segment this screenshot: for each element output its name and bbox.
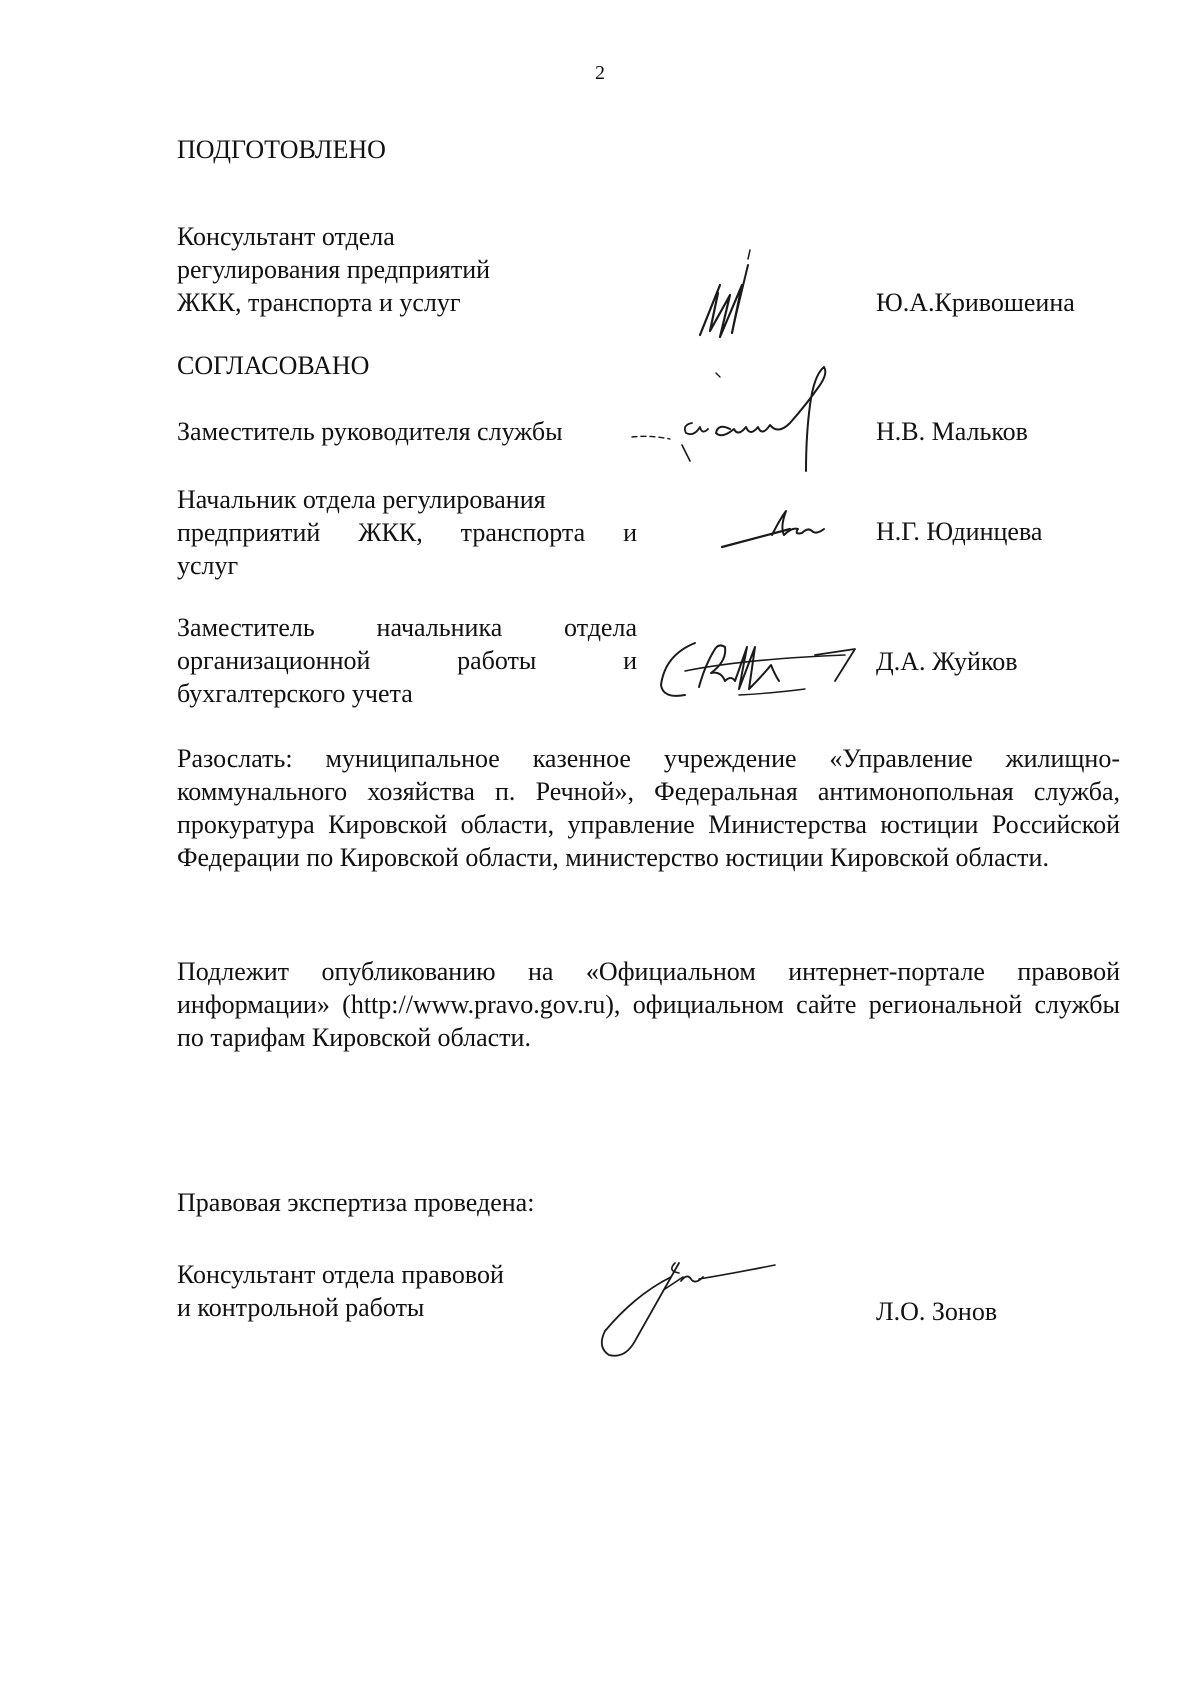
prepared-position-line: Консультант отдела: [177, 222, 395, 251]
page-number: 2: [595, 62, 605, 84]
distribution-paragraph: Разослать: муниципальное казенное учреждение «Управление жилищно-коммунального хозяйства п. Речной», Федеральная антимонопольная служба, прокуратура Кировской области, управление Министерства юстиции Российской Федерации по Кировской области, министерство юстиции Кировской области.: [177, 744, 1120, 872]
signer-2-position-line: предприятий ЖКК, транспорта и: [177, 518, 637, 547]
signature-malkov: [630, 365, 890, 475]
prepared-position-line: ЖКК, транспорта и услуг: [177, 288, 461, 317]
signer-1-name: Н.В. Мальков: [876, 417, 1028, 446]
prepared-position-line: регулирования предприятий: [177, 255, 491, 284]
legal-review-position-line: и контрольной работы: [177, 1293, 425, 1322]
signature-zonov: [595, 1255, 785, 1365]
publication-paragraph: Подлежит опубликованию на «Официальном интернет-портале правовой информации» (http://www.pravo.gov.ru), официальном сайте региональной службы по тарифам Кировской области.: [177, 957, 1120, 1052]
prepared-heading: ПОДГОТОВЛЕНО: [177, 135, 386, 164]
prepared-position: [177, 220, 490, 319]
signer-3-position-line: бухгалтерского учета: [177, 679, 413, 708]
legal-review-name: Л.О. Зонов: [876, 1297, 998, 1326]
agreed-heading: СОГЛАСОВАНО: [177, 351, 370, 380]
legal-review-position-line: Консультант отдела правовой: [177, 1260, 504, 1289]
signer-2-position: [177, 483, 637, 582]
signer-3-position-line: организационной работы и: [177, 646, 637, 675]
signer-3-position: [177, 611, 637, 710]
signer-2-name: Н.Г. Юдинцева: [876, 517, 1043, 546]
signer-2-position-line: услуг: [177, 551, 239, 580]
signature-yudintseva: [720, 505, 840, 555]
prepared-name: Ю.А.Кривошеина: [876, 288, 1075, 317]
signer-3-name: Д.А. Жуйков: [876, 647, 1018, 676]
signature-krivosheina: [690, 245, 790, 345]
legal-review-heading: Правовая экспертиза проведена:: [177, 1188, 535, 1217]
signer-1-position: Заместитель руководителя службы: [177, 417, 563, 446]
legal-review-position: [177, 1258, 504, 1324]
signature-zhuikov: [655, 625, 885, 715]
signer-3-position-line: Заместитель начальника отдела: [177, 613, 637, 642]
signer-2-position-line: Начальник отдела регулирования: [177, 485, 546, 514]
